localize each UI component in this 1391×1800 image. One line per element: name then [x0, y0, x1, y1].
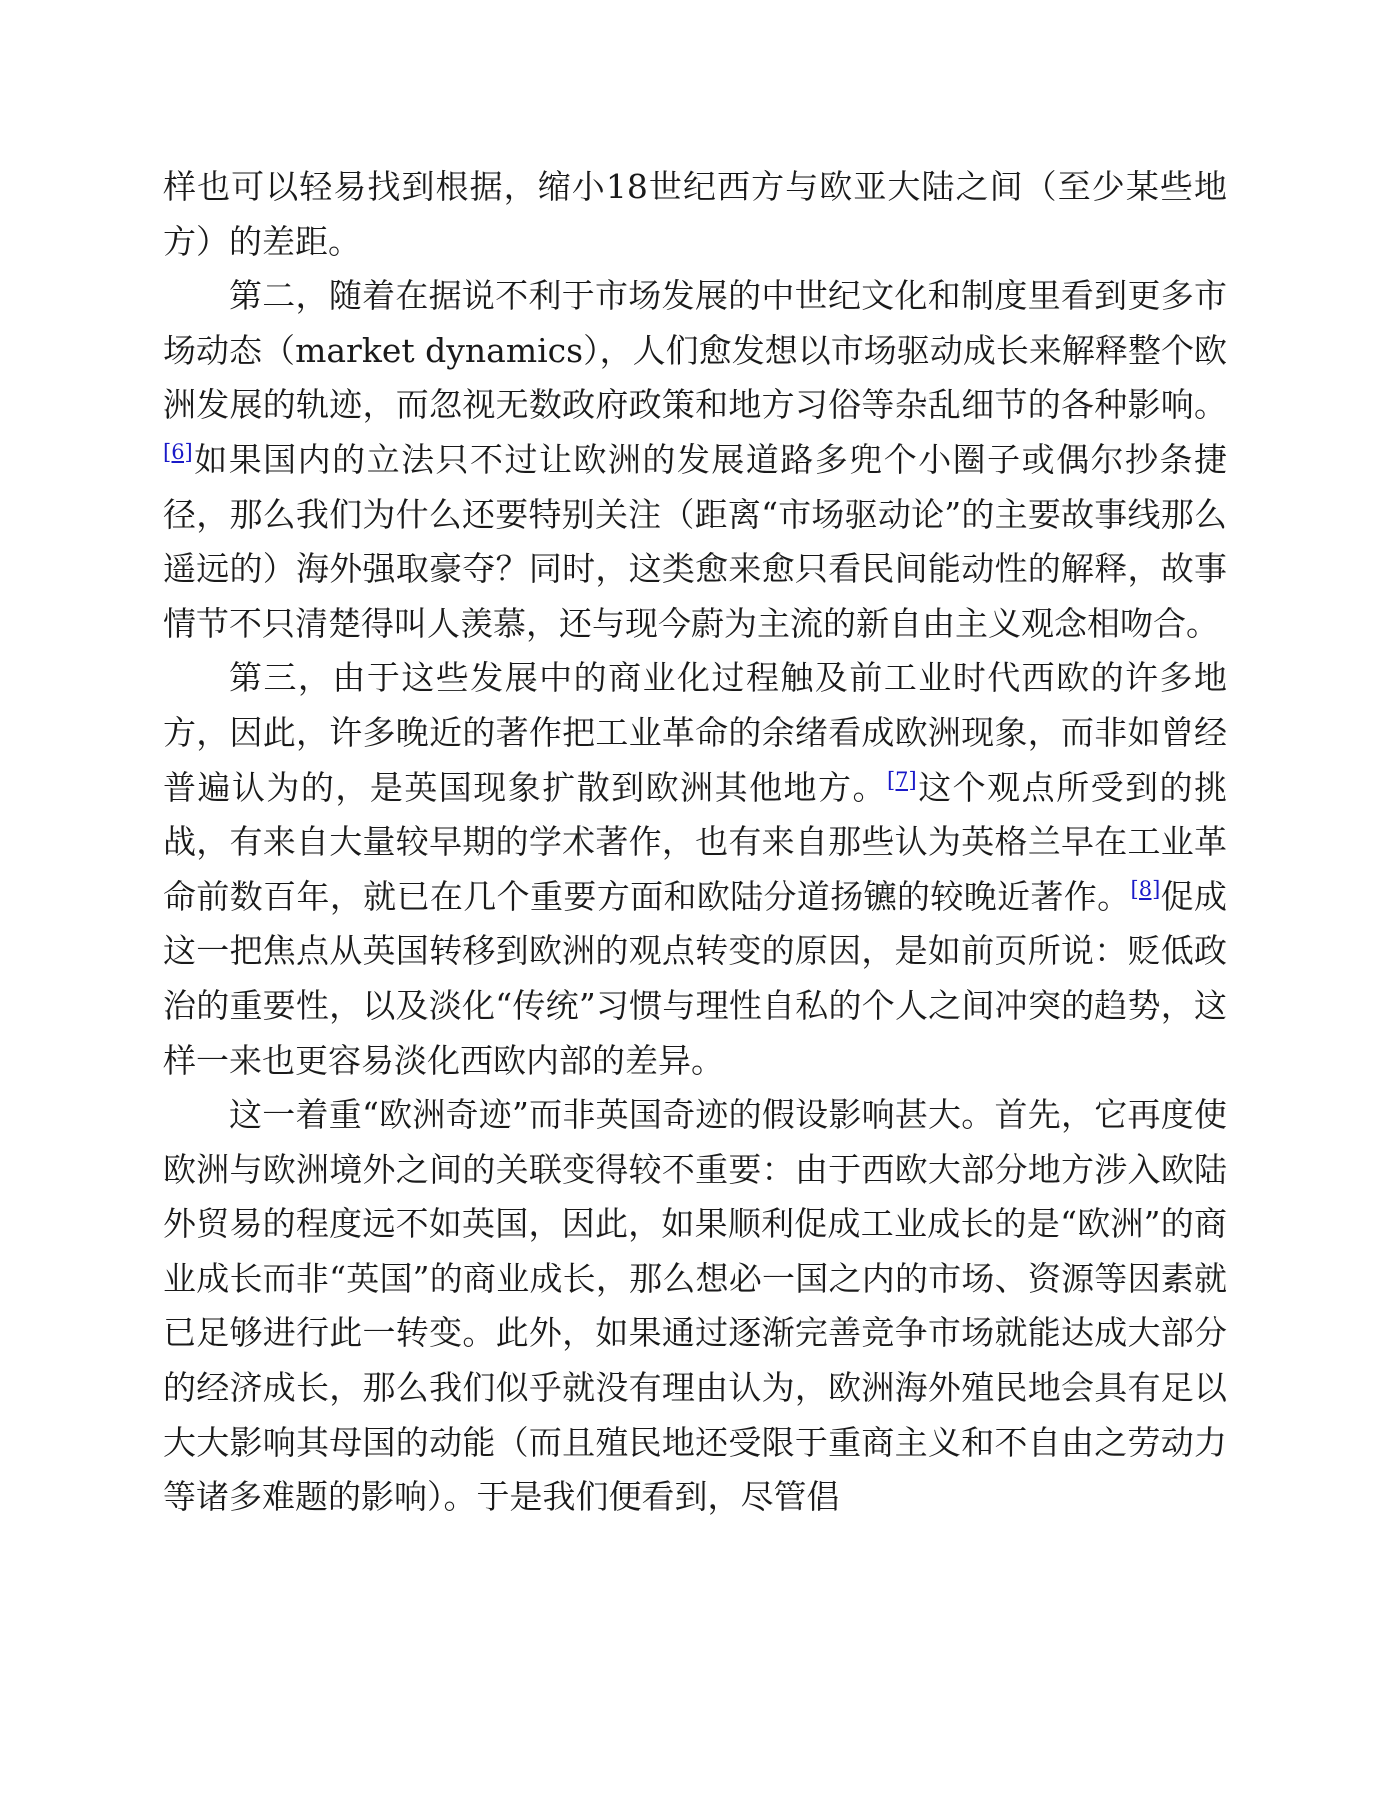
paragraph [163, 269, 1227, 651]
footnote-link[interactable]: [7] [886, 767, 917, 792]
paragraph-text: 这一着重“欧洲奇迹”而非英国奇迹的假设影响甚大。首先，它再度使欧洲与欧洲境外之间的关联变得较不重要：由于西欧大部分地方涉入欧陆外贸易的程度远不如英国，因此，如果顺利促成工业成长的是“欧洲”的商业成长而非“英国”的商业成长，那么想必一国之内的市场、资源等因素就已足够进行此一转变。此外，如果通过逐渐完善竞争市场就能达成大部分的经济成长，那么我们似乎就没有理由认为，欧洲海外殖民地会具有足以大大影响其母国的动能（而且殖民地还受限于重商主义和不自由之劳动力等诸多难题的影响）。于是我们便看到，尽管倡 [163, 1095, 1227, 1517]
footnote-link[interactable]: [8] [1130, 876, 1161, 901]
paragraph [163, 651, 1227, 1088]
paragraph-text: 促成这一把焦点从英国转移到欧洲的观点转变的原因，是如前页所说：贬低政治的重要性，以及淡化“传统”习惯与理性自私的个人之间冲突的趋势，这样一来也更容易淡化西欧内部的差异。 [163, 876, 1228, 1080]
paragraph-text: 这个观点所受到的挑战，有来自大量较早期的学术著作，也有来自那些认为英格兰早在工业革命前数百年，就已在几个重要方面和欧陆分道扬镳的较晚近著作。 [163, 767, 1228, 916]
footnote-link[interactable]: [6] [163, 439, 193, 464]
paragraph-text: 第三，由于这些发展中的商业化过程触及前工业时代西欧的许多地方，因此，许多晚近的著作把工业革命的余绪看成欧洲现象，而非如曾经普遍认为的，是英国现象扩散到欧洲其他地方。 [163, 658, 1227, 807]
document-body [163, 160, 1227, 1525]
paragraph [163, 160, 1227, 269]
paragraph-text: 如果国内的立法只不过让欧洲的发展道路多兜个小圈子或偶尔抄条捷径，那么我们为什么还要特别关注（距离“市场驱动论”的主要故事线那么遥远的）海外强取豪夺？同时，这类愈来愈只看民间能动性的解释，故事情节不只清楚得叫人羡慕，还与现今蔚为主流的新自由主义观念相吻合。 [163, 439, 1227, 643]
paragraph [163, 1088, 1227, 1525]
paragraph-text: 第二，随着在据说不利于市场发展的中世纪文化和制度里看到更多市场动态（market dynamics），人们愈发想以市场驱动成长来解释整个欧洲发展的轨迹，而忽视无数政府政策和地方习俗等杂乱细节的各种影响。 [163, 276, 1227, 425]
paragraph-text: 样也可以轻易找到根据，缩小18世纪西方与欧亚大陆之间（至少某些地方）的差距。 [163, 167, 1227, 261]
